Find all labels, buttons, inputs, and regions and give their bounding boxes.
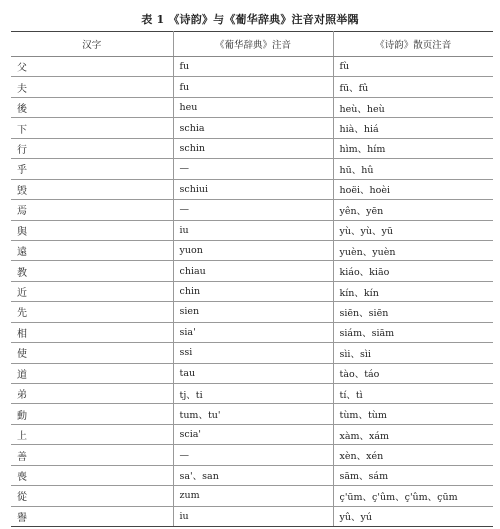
table-row [11, 138, 493, 158]
cell-dictionary-pronunciation: sia' [173, 322, 333, 342]
cell-hanzi: 從 [11, 486, 173, 506]
cell-shiyun-pronunciation: tào、táo [333, 363, 493, 383]
cell-dictionary-pronunciation: sa'、san [173, 465, 333, 485]
table-row [11, 77, 493, 97]
cell-shiyun-pronunciation: tùm、tùm [333, 404, 493, 424]
cell-shiyun-pronunciation: ç'ūm、ç'ûm、ç'ûm、çūm [333, 486, 493, 506]
table-row [11, 97, 493, 117]
cell-hanzi: 焉 [11, 200, 173, 220]
header-shiyun-pronunciation: 《诗韵》散页注音 [333, 32, 493, 57]
table-header-row [11, 32, 493, 57]
cell-hanzi: 夫 [11, 77, 173, 97]
header-dictionary-pronunciation: 《葡华辞典》注音 [173, 32, 333, 57]
cell-hanzi: 近 [11, 281, 173, 301]
table-row [11, 424, 493, 444]
cell-shiyun-pronunciation: tí、tì [333, 384, 493, 404]
table-row [11, 465, 493, 485]
cell-dictionary-pronunciation: — [173, 200, 333, 220]
cell-hanzi: 與 [11, 220, 173, 240]
table-row [11, 220, 493, 240]
cell-shiyun-pronunciation: sìi、sìi [333, 343, 493, 363]
cell-dictionary-pronunciation: — [173, 159, 333, 179]
table-row [11, 281, 493, 301]
header-hanzi: 汉字 [11, 32, 173, 57]
cell-dictionary-pronunciation: — [173, 445, 333, 465]
cell-hanzi: 先 [11, 302, 173, 322]
table-body [11, 57, 493, 527]
table-row [11, 302, 493, 322]
cell-dictionary-pronunciation: iu [173, 506, 333, 526]
cell-dictionary-pronunciation: schiui [173, 179, 333, 199]
cell-shiyun-pronunciation: xàm、xám [333, 424, 493, 444]
cell-dictionary-pronunciation: schia [173, 118, 333, 138]
cell-hanzi: 行 [11, 138, 173, 158]
cell-dictionary-pronunciation: heu [173, 97, 333, 117]
cell-shiyun-pronunciation: kín、kín [333, 281, 493, 301]
table-row [11, 200, 493, 220]
cell-hanzi: 喪 [11, 465, 173, 485]
cell-hanzi: 相 [11, 322, 173, 342]
cell-hanzi: 上 [11, 424, 173, 444]
cell-hanzi: 弟 [11, 384, 173, 404]
table-caption: 表 1 《诗韵》与《葡华辞典》注音对照举隅 [141, 13, 359, 26]
table-row [11, 57, 493, 77]
cell-dictionary-pronunciation: yuon [173, 240, 333, 260]
cell-hanzi: 下 [11, 118, 173, 138]
cell-shiyun-pronunciation: yû、yú [333, 506, 493, 526]
cell-shiyun-pronunciation: fù [333, 57, 493, 77]
cell-shiyun-pronunciation: yên、yēn [333, 200, 493, 220]
cell-shiyun-pronunciation: yù、yù、yū [333, 220, 493, 240]
table-row [11, 322, 493, 342]
cell-shiyun-pronunciation: hìm、hím [333, 138, 493, 158]
table-row [11, 179, 493, 199]
cell-hanzi: 道 [11, 363, 173, 383]
cell-hanzi: 父 [11, 57, 173, 77]
table-row [11, 384, 493, 404]
table-row [11, 363, 493, 383]
cell-shiyun-pronunciation: hià、hiá [333, 118, 493, 138]
cell-dictionary-pronunciation: chin [173, 281, 333, 301]
cell-hanzi: 毁 [11, 179, 173, 199]
cell-hanzi: 善 [11, 445, 173, 465]
cell-dictionary-pronunciation: sien [173, 302, 333, 322]
cell-hanzi: 使 [11, 343, 173, 363]
table-row [11, 404, 493, 424]
pronunciation-comparison-table [11, 31, 493, 527]
cell-dictionary-pronunciation: schin [173, 138, 333, 158]
cell-dictionary-pronunciation: chiau [173, 261, 333, 281]
cell-dictionary-pronunciation: zum [173, 486, 333, 506]
cell-hanzi: 譽 [11, 506, 173, 526]
cell-shiyun-pronunciation: siēn、siēn [333, 302, 493, 322]
cell-shiyun-pronunciation: xèn、xén [333, 445, 493, 465]
cell-hanzi: 動 [11, 404, 173, 424]
cell-shiyun-pronunciation: sām、sám [333, 465, 493, 485]
cell-shiyun-pronunciation: hoëi、hoèi [333, 179, 493, 199]
cell-dictionary-pronunciation: fu [173, 57, 333, 77]
cell-shiyun-pronunciation: heù、heù [333, 97, 493, 117]
cell-hanzi: 教 [11, 261, 173, 281]
cell-hanzi: 後 [11, 97, 173, 117]
cell-shiyun-pronunciation: hū、hû [333, 159, 493, 179]
table-row [11, 445, 493, 465]
cell-dictionary-pronunciation: fu [173, 77, 333, 97]
table-row [11, 159, 493, 179]
cell-shiyun-pronunciation: yuèn、yuèn [333, 240, 493, 260]
table-row [11, 343, 493, 363]
cell-dictionary-pronunciation: tau [173, 363, 333, 383]
cell-dictionary-pronunciation: scia' [173, 424, 333, 444]
table-row [11, 118, 493, 138]
cell-hanzi: 乎 [11, 159, 173, 179]
table-row [11, 486, 493, 506]
cell-hanzi: 遠 [11, 240, 173, 260]
cell-dictionary-pronunciation: tj、ti [173, 384, 333, 404]
cell-dictionary-pronunciation: tum、tu' [173, 404, 333, 424]
table-row [11, 506, 493, 526]
table-row [11, 261, 493, 281]
cell-dictionary-pronunciation: ssi [173, 343, 333, 363]
cell-dictionary-pronunciation: iu [173, 220, 333, 240]
table-row [11, 240, 493, 260]
cell-shiyun-pronunciation: siám、siām [333, 322, 493, 342]
cell-shiyun-pronunciation: kiáo、kiāo [333, 261, 493, 281]
cell-shiyun-pronunciation: fū、fû [333, 77, 493, 97]
